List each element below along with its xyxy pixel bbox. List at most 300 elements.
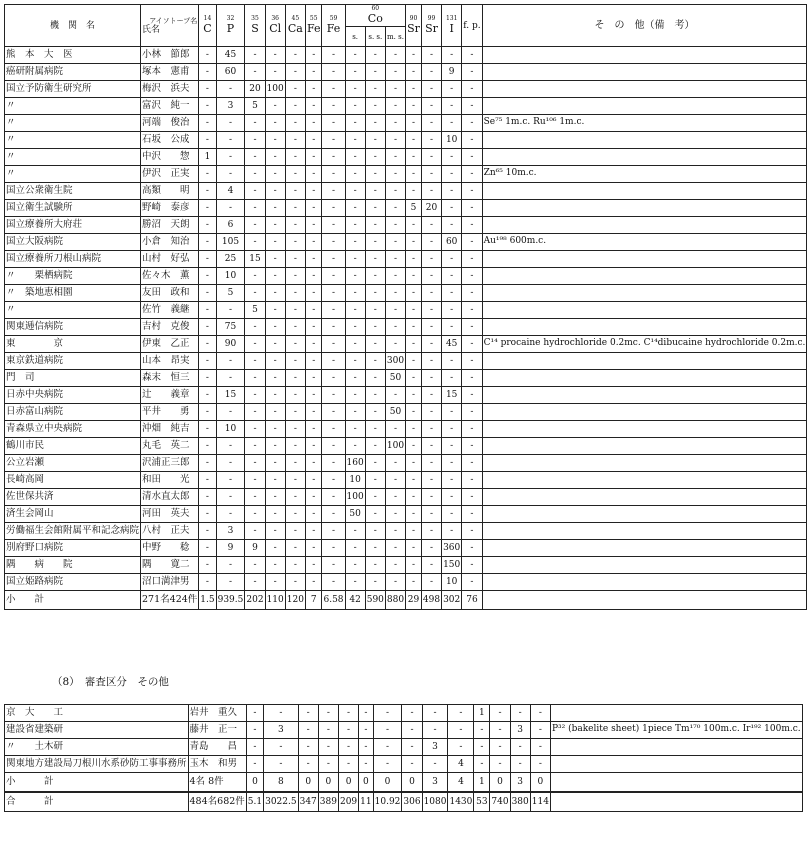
value-cell: - [474,722,490,739]
value-cell: - [305,98,322,115]
value-cell: - [510,739,530,756]
value-cell: 9 [442,64,462,81]
value-cell: - [199,285,216,302]
value-cell: 15 [216,387,245,404]
note-cell [482,523,807,540]
value-cell: - [462,81,482,98]
table-row [5,64,807,81]
value-cell: - [421,234,441,251]
value-cell: - [285,523,305,540]
value-cell: - [406,523,422,540]
value-cell: - [359,705,373,722]
value-cell: - [318,756,338,773]
value-cell: - [265,183,285,200]
value-cell: - [462,336,482,353]
value-cell: 1 [474,705,490,722]
value-cell: - [345,319,365,336]
value-cell: - [322,234,345,251]
table-row [5,98,807,115]
table-row [5,773,803,793]
value-cell: - [406,251,422,268]
value-cell: - [448,705,474,722]
table-row [5,183,807,200]
header-other: そ の 他（備 考） [482,5,807,47]
value-cell: 53 [474,792,490,812]
value-cell: 306 [402,792,422,812]
value-cell: 6.58 [322,591,345,610]
value-cell: - [199,115,216,132]
value-cell: - [442,81,462,98]
value-cell: - [345,285,365,302]
table-row [5,739,803,756]
value-cell: - [245,64,265,81]
value-cell: - [345,302,365,319]
value-cell: - [305,489,322,506]
table-row [5,200,807,217]
person-name-cell: 河端 俊治 [141,115,199,132]
value-cell: - [245,47,265,64]
value-cell: - [421,81,441,98]
table-row [5,336,807,353]
value-cell: 360 [442,540,462,557]
value-cell: - [245,132,265,149]
value-cell: - [406,81,422,98]
value-cell: - [442,217,462,234]
person-name-cell: 吉村 克俊 [141,319,199,336]
note-cell [550,792,802,812]
value-cell: - [199,353,216,370]
value-cell: 5 [216,285,245,302]
value-cell: - [285,251,305,268]
value-cell: - [285,574,305,591]
value-cell: 6 [216,217,245,234]
value-cell: - [365,370,385,387]
header-sr99: 99 Sr [421,5,441,47]
header-i131: 131 I [442,5,462,47]
value-cell: - [421,574,441,591]
person-name-cell: 中野 稔 [141,540,199,557]
value-cell: - [462,285,482,302]
value-cell: - [322,438,345,455]
value-cell: - [421,472,441,489]
value-cell: - [199,319,216,336]
note-cell [482,200,807,217]
value-cell: - [442,302,462,319]
value-cell: - [298,756,318,773]
value-cell: - [199,489,216,506]
table-row [5,285,807,302]
value-cell: - [338,756,358,773]
value-cell: - [199,302,216,319]
value-cell: - [265,523,285,540]
note-cell: P³² (bakelite sheet) 1piece Tm¹⁷⁰ 100m.c. Ir¹⁹² 100m.c. [550,722,802,739]
value-cell: - [406,353,422,370]
value-cell: - [345,370,365,387]
person-name-cell: 山村 好弘 [141,251,199,268]
value-cell: - [322,387,345,404]
value-cell: - [245,217,265,234]
value-cell: 5 [245,302,265,319]
value-cell: - [285,183,305,200]
value-cell: - [265,268,285,285]
value-cell: 75 [216,319,245,336]
value-cell: - [442,98,462,115]
person-name-cell: 八村 正夫 [141,523,199,540]
value-cell: - [462,234,482,251]
value-cell: - [385,166,405,183]
value-cell: - [406,47,422,64]
table-row [5,792,803,812]
value-cell: - [385,557,405,574]
value-cell: - [365,523,385,540]
person-name-cell: 沼口満津男 [141,574,199,591]
value-cell: - [285,234,305,251]
value-cell: 60 [442,234,462,251]
value-cell: - [245,319,265,336]
note-cell [482,81,807,98]
value-cell: - [322,132,345,149]
note-cell [482,455,807,472]
value-cell: 150 [442,557,462,574]
value-cell: - [216,115,245,132]
institution-cell: 〃 土木研 [5,739,189,756]
value-cell: - [245,489,265,506]
value-cell: - [285,115,305,132]
person-name-cell: 和田 光 [141,472,199,489]
table-row [5,421,807,438]
table-row [5,149,807,166]
value-cell: - [245,183,265,200]
value-cell: 45 [442,336,462,353]
value-cell: - [345,98,365,115]
value-cell: - [322,183,345,200]
value-cell: 1 [474,773,490,793]
value-cell: - [305,557,322,574]
value-cell: 4 [448,773,474,793]
value-cell: - [285,438,305,455]
header-isotope-label: アイソトープ名 [149,16,198,25]
value-cell: 90 [216,336,245,353]
value-cell: - [199,574,216,591]
value-cell: - [442,319,462,336]
value-cell: - [345,132,365,149]
value-cell: - [442,489,462,506]
value-cell: - [442,115,462,132]
value-cell: - [265,557,285,574]
value-cell: - [365,438,385,455]
value-cell: - [322,200,345,217]
value-cell: 5 [245,98,265,115]
institution-cell: 東 京 [5,336,141,353]
value-cell: 740 [490,792,510,812]
value-cell: - [365,115,385,132]
value-cell: - [216,557,245,574]
value-cell: - [462,132,482,149]
value-cell: - [305,64,322,81]
person-name-cell: 佐々木 薫 [141,268,199,285]
value-cell: - [385,302,405,319]
value-cell: - [199,557,216,574]
value-cell: - [462,472,482,489]
table-row [5,574,807,591]
value-cell: - [462,115,482,132]
value-cell: - [285,285,305,302]
institution-cell: 癌研附属病院 [5,64,141,81]
value-cell: - [385,149,405,166]
value-cell: - [385,183,405,200]
value-cell: - [199,370,216,387]
value-cell: - [365,234,385,251]
value-cell: - [462,200,482,217]
value-cell: - [421,540,441,557]
value-cell: - [305,540,322,557]
value-cell: - [265,336,285,353]
value-cell: - [264,705,299,722]
person-name-cell: 塚本 憲甫 [141,64,199,81]
note-cell [482,47,807,64]
value-cell: - [245,472,265,489]
institution-cell: 鶴川市民 [5,438,141,455]
value-cell: - [406,455,422,472]
value-cell: 10.92 [373,792,402,812]
value-cell: - [421,336,441,353]
value-cell: - [265,234,285,251]
value-cell: - [510,705,530,722]
person-name-cell: 484名682件 [188,792,246,812]
value-cell: - [421,370,441,387]
value-cell: - [285,506,305,523]
value-cell: - [365,557,385,574]
value-cell: - [365,268,385,285]
value-cell: 9 [245,540,265,557]
person-name-cell: 丸毛 英二 [141,438,199,455]
value-cell: - [490,705,510,722]
note-cell [482,319,807,336]
institution-cell: 日赤富山病院 [5,404,141,421]
value-cell: - [442,455,462,472]
value-cell: - [216,200,245,217]
institution-cell: 〃 [5,115,141,132]
value-cell: - [490,756,510,773]
value-cell: - [338,722,358,739]
value-cell: - [245,370,265,387]
value-cell: - [442,285,462,302]
value-cell: - [298,705,318,722]
value-cell: - [406,98,422,115]
value-cell: 8 [264,773,299,793]
value-cell: - [216,455,245,472]
header-co-ms: m. s. [385,27,405,47]
value-cell: - [298,739,318,756]
value-cell: - [365,472,385,489]
value-cell: - [305,336,322,353]
institution-cell: 国立公衆衛生院 [5,183,141,200]
value-cell: - [385,234,405,251]
value-cell: - [365,319,385,336]
value-cell: - [322,251,345,268]
person-name-cell: 4名 8件 [188,773,246,793]
value-cell: - [462,387,482,404]
value-cell: 114 [530,792,550,812]
value-cell: - [199,217,216,234]
value-cell: - [345,438,365,455]
value-cell: 1080 [422,792,448,812]
value-cell: - [285,455,305,472]
value-cell: - [322,285,345,302]
note-cell [482,149,807,166]
value-cell: - [305,353,322,370]
value-cell: - [338,705,358,722]
value-cell: - [199,455,216,472]
value-cell: - [285,319,305,336]
note-cell [482,268,807,285]
institution-cell: 〃 [5,166,141,183]
value-cell: 9 [216,540,245,557]
note-cell [550,705,802,722]
value-cell: - [385,98,405,115]
value-cell: - [322,489,345,506]
note-cell [550,739,802,756]
value-cell: - [298,722,318,739]
value-cell: - [474,739,490,756]
value-cell: - [385,540,405,557]
value-cell: - [421,98,441,115]
note-cell [482,472,807,489]
value-cell: - [462,268,482,285]
value-cell: - [421,115,441,132]
value-cell: - [246,756,263,773]
value-cell: - [365,149,385,166]
value-cell: - [199,98,216,115]
value-cell: - [345,404,365,421]
value-cell: - [246,739,263,756]
value-cell: - [421,404,441,421]
header-co-s: s. [345,27,365,47]
value-cell: - [322,115,345,132]
value-cell: - [442,200,462,217]
person-name-cell: 森末 恒三 [141,370,199,387]
value-cell: - [365,64,385,81]
value-cell: - [305,285,322,302]
value-cell: 29 [406,591,422,610]
value-cell: - [462,183,482,200]
value-cell: 389 [318,792,338,812]
value-cell: - [305,438,322,455]
value-cell: - [373,739,402,756]
value-cell: - [462,302,482,319]
person-name-cell: 平井 勇 [141,404,199,421]
value-cell: - [365,353,385,370]
value-cell: - [345,574,365,591]
value-cell: - [365,217,385,234]
value-cell: - [406,319,422,336]
value-cell: - [305,217,322,234]
table-row [5,234,807,251]
value-cell: - [305,370,322,387]
value-cell: 0 [402,773,422,793]
value-cell: 590 [365,591,385,610]
value-cell: 100 [265,81,285,98]
value-cell: - [199,183,216,200]
value-cell: - [442,523,462,540]
value-cell: - [385,81,405,98]
value-cell: - [385,455,405,472]
value-cell: 347 [298,792,318,812]
value-cell: - [421,64,441,81]
institution-cell: 〃 [5,302,141,319]
value-cell: - [199,421,216,438]
value-cell: - [421,557,441,574]
value-cell: - [462,404,482,421]
value-cell: - [406,217,422,234]
value-cell: - [285,404,305,421]
note-cell [482,132,807,149]
note-cell [482,574,807,591]
value-cell: - [322,47,345,64]
value-cell: - [421,132,441,149]
value-cell: - [422,705,448,722]
value-cell: - [265,98,285,115]
value-cell: - [462,217,482,234]
value-cell: - [365,183,385,200]
value-cell: - [385,421,405,438]
value-cell: - [448,739,474,756]
value-cell: 202 [245,591,265,610]
value-cell: 10 [442,574,462,591]
value-cell: - [322,421,345,438]
value-cell: 42 [345,591,365,610]
value-cell: - [385,523,405,540]
value-cell: - [245,506,265,523]
value-cell: - [365,200,385,217]
value-cell: - [373,722,402,739]
value-cell: - [474,756,490,773]
value-cell: - [265,489,285,506]
value-cell: - [199,47,216,64]
value-cell: - [285,268,305,285]
value-cell: - [421,353,441,370]
value-cell: - [199,438,216,455]
value-cell: - [305,506,322,523]
value-cell: - [199,387,216,404]
value-cell: - [285,47,305,64]
value-cell: - [406,404,422,421]
value-cell: - [345,183,365,200]
value-cell: - [285,81,305,98]
value-cell: - [359,739,373,756]
value-cell: - [385,64,405,81]
value-cell: - [406,302,422,319]
value-cell: - [442,166,462,183]
value-cell: - [462,166,482,183]
header-fp: f. p. [462,5,482,47]
value-cell: - [322,217,345,234]
value-cell: - [216,149,245,166]
value-cell: - [322,268,345,285]
value-cell: - [385,115,405,132]
value-cell: - [406,183,422,200]
person-name-cell: 勝沼 天朗 [141,217,199,234]
table-row [5,81,807,98]
value-cell: - [265,115,285,132]
value-cell: - [365,251,385,268]
value-cell: - [199,472,216,489]
value-cell: 0 [530,773,550,793]
value-cell: - [265,285,285,302]
value-cell: 50 [385,370,405,387]
table-row [5,506,807,523]
value-cell: - [322,149,345,166]
